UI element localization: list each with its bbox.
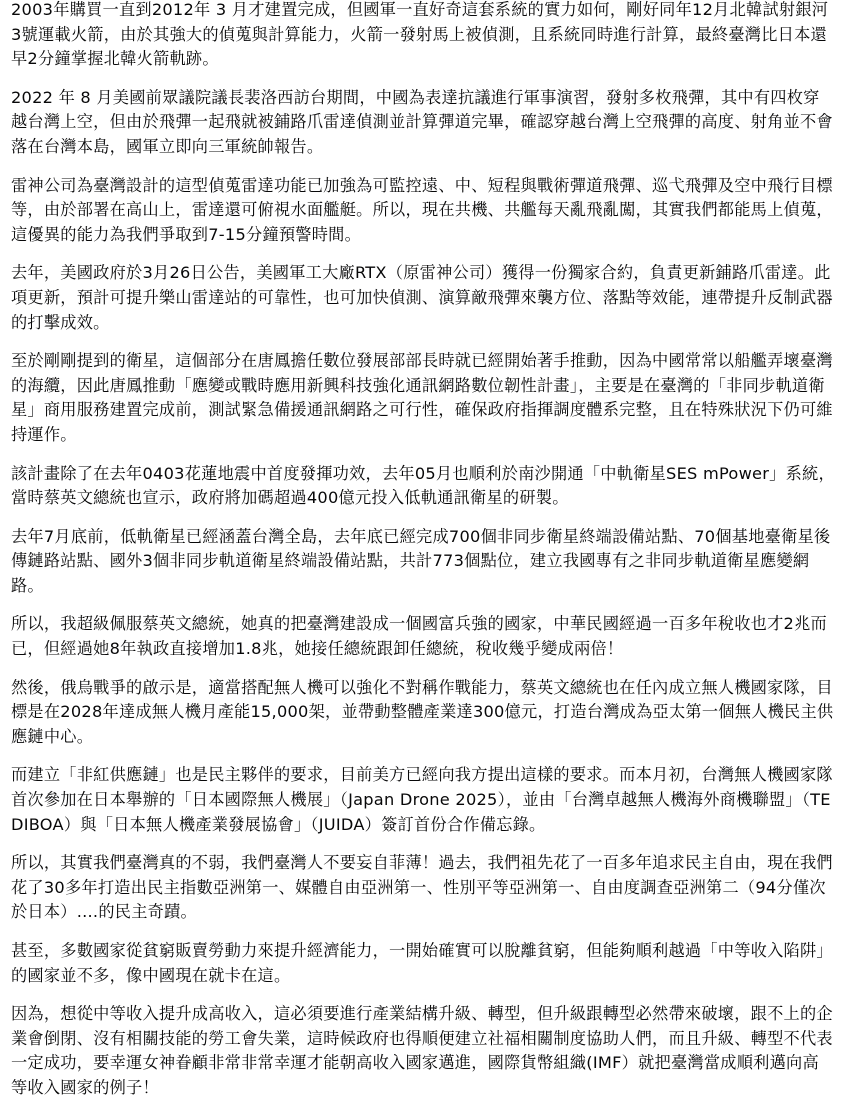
paragraph-1: 2003年購買一直到2012年 3 月才建置完成，但國軍一直好奇這套系統的實力如何，剛好同年12月北韓試射銀河3號運載火箭，由於其強大的偵蒐與計算能力，火箭一發射馬上被偵測，且系統同時進行計算，最終臺灣比日本還早2分鐘掌握北韓火箭軌跡。 xyxy=(11,0,829,69)
paragraph-9: 然後，俄烏戰爭的啟示是，適當搭配無人機可以強化不對稱作戰能力，蔡英文總統也在任內成立無人機國家隊，目標是在2028年達成無人機月產能15,000架，並帶動整體產業達300億元，打造台灣成為亞太第一個無人機民主供應鏈中心。 xyxy=(11,677,834,746)
paragraph-4: 去年，美國政府於3月26日公告，美國軍工大廠RTX（原雷神公司）獲得一份獨家合約，負責更新鋪路爪雷達。此項更新，預計可提升樂山雷達站的可靠性，也可加快偵測、演算敵飛彈來襲方位、落點等效能，連帶提升反制武器的打擊成效。 xyxy=(11,263,833,332)
paragraph-7: 去年7月底前，低軌衛星已經涵蓋台灣全島，去年底已經完成700個非同步衛星終端設備站點、70個基地臺衛星後傳鏈路站點、國外3個非同步軌道衛星終端設備站點，共計773個點位，建立我國專有之非同步軌道衛星應變網路。 xyxy=(11,526,831,595)
paragraph-5: 至於剛剛提到的衛星，這個部分在唐鳳擔任數位發展部部長時就已經開始著手推動，因為中國常常以船艦弄壞臺灣的海纜，因此唐鳳推動「應變或戰時應用新興科技強化通訊網路數位韌性計畫」，主要是在臺灣的「非同步軌道衛星」商用服務建置完成前，測試緊急備援通訊網路之可行性，確保政府指揮調度體系完整，且在特殊狀況下仍可維持運作。 xyxy=(11,351,833,444)
paragraph-11: 所以，其實我們臺灣真的不弱，我們臺灣人不要妄自菲薄！過去，我們祖先花了一百多年追求民主自由，現在我們花了30多年打造出民主指數亞洲第一、媒體自由亞洲第一、性別平等亞洲第一、自由度調查亞洲第二（94分僅次於日本）....的民主奇蹟。 xyxy=(11,853,833,922)
paragraph-8: 所以，我超級佩服蔡英文總統，她真的把臺灣建設成一個國富兵強的國家，中華民國經過一百多年稅收也才2兆而已，但經過她8年執政直接增加1.8兆，她接任總統跟卸任總統，稅收幾乎變成兩倍！ xyxy=(11,614,827,659)
paragraph-2: 2022 年 8 月美國前眾議院議長裴洛西訪台期間，中國為表達抗議進行軍事演習，發射多枚飛彈，其中有四枚穿越台灣上空，但由於飛彈一起飛就被鋪路爪雷達偵測並計算彈道完畢，確認穿越台灣上空飛彈的高度、射角並不會落在台灣本島，國軍立即向三軍統帥報告。 xyxy=(11,87,833,156)
paragraph-3: 雷神公司為臺灣設計的這型偵蒐雷達功能已加強為可監控遠、中、短程與戰術彈道飛彈、巡弋飛彈及空中飛行目標等，由於部署在高山上，雷達還可俯視水面艦艇。所以，現在共機、共艦每天亂飛亂闖，其實我們都能馬上偵蒐，這優異的能力為我們爭取到7-15分鐘預警時間。 xyxy=(11,175,833,244)
paragraph-10: 而建立「非紅供應鏈」也是民主夥伴的要求，目前美方已經向我方提出這樣的要求。而本月初，台灣無人機國家隊首次參加在日本舉辦的「日本國際無人機展」（Japan Drone 2025），並由「台灣卓越無人機海外商機聯盟」（TEDIBOA）與「日本無人機產業發展協會」（JUIDA）簽訂首份合作備忘錄。 xyxy=(11,765,833,834)
paragraph-12: 甚至，多數國家從貧窮販賣勞動力來提升經濟能力，一開始確實可以脫離貧窮，但能夠順利越過「中等收入陷阱」的國家並不多，像中國現在就卡在這。 xyxy=(11,941,833,985)
paragraph-13: 因為，想從中等收入提升成高收入，這必須要進行產業結構升級、轉型，但升級跟轉型必然帶來破壞，跟不上的企業會倒閉、沒有相關技能的勞工會失業，這時候政府也得順便建立社福相關制度協助人們，而且升級、轉型不代表一定成功，要幸運女神眷顧非常非常幸運才能朝高收入國家邁進，國際貨幣組織(IMF）就把臺灣當成順利邁向高等收入國家的例子！ xyxy=(11,1004,833,1097)
paragraph-6: 該計畫除了在去年0403花蓮地震中首度發揮功效，去年05月也順利於南沙開通「中軌衛星SES mPower」系統，當時蔡英文總統也宣示，政府將加碼超過400億元投入低軌通訊衛星的研製。 xyxy=(11,463,835,508)
